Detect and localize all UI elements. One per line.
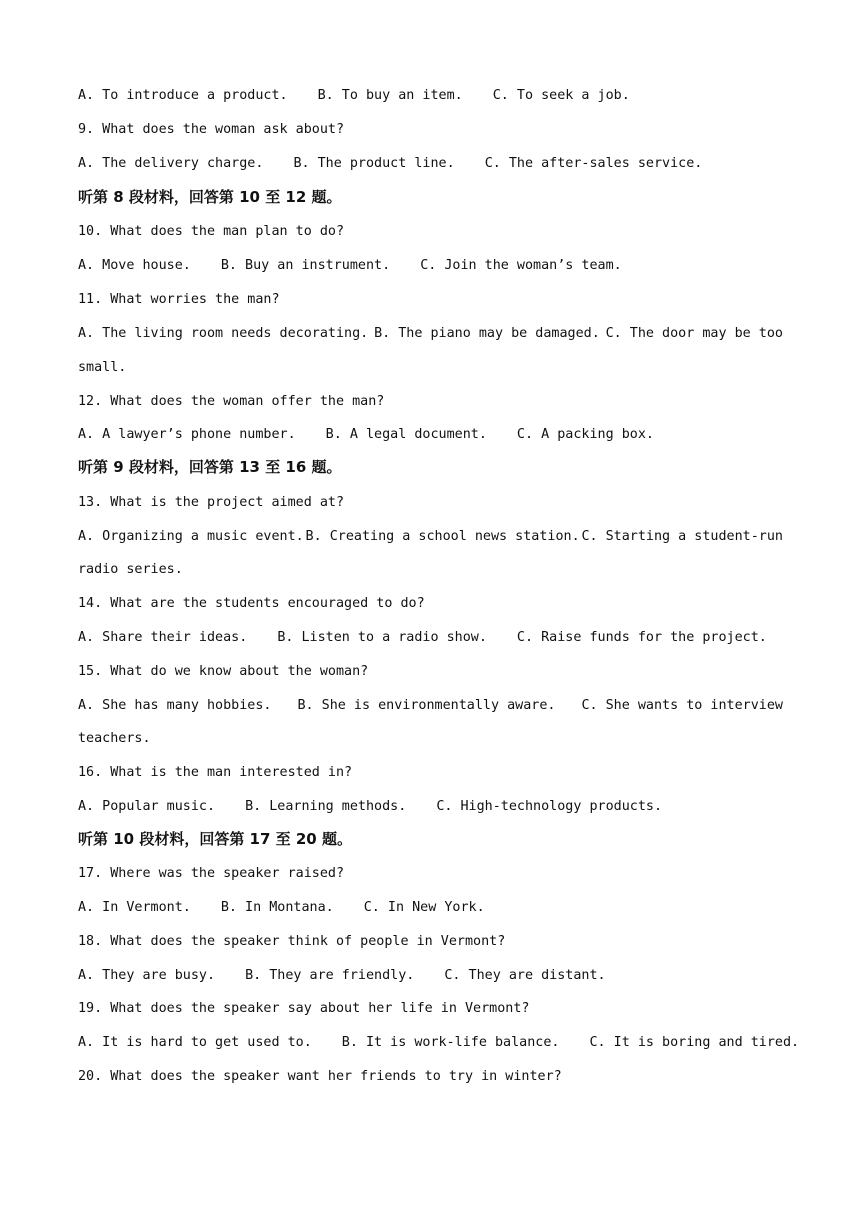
option-b: B. To buy an item.: [317, 88, 463, 103]
question-17: 17. Where was the speaker raised?: [78, 866, 345, 881]
option-a: A. To introduce a product.: [78, 88, 288, 103]
q12-options: [78, 425, 783, 445]
question-11: 11. What worries the man?: [78, 292, 280, 307]
q11-option-c-continued: small.: [78, 360, 127, 375]
q8-options: [78, 86, 783, 106]
option-a: A. The delivery charge.: [78, 156, 264, 171]
option-a: A. It is hard to get used to.: [78, 1035, 312, 1050]
option-b: B. Listen to a radio show.: [277, 630, 487, 645]
question-18: 18. What does the speaker think of people in Vermont?: [78, 934, 506, 949]
option-c: C. The after-sales service.: [484, 156, 703, 171]
option-a: A. Popular music.: [78, 799, 216, 814]
section-heading-8: 听第 8 段材料，回答第 10 至 12 题。: [78, 188, 342, 206]
q17-options: [78, 898, 783, 918]
question-15: 15. What do we know about the woman?: [78, 664, 369, 679]
q11-options: [78, 324, 783, 344]
option-b: B. A legal document.: [325, 427, 487, 442]
question-16: 16. What is the man interested in?: [78, 765, 353, 780]
option-c: C. Starting a student-run: [581, 529, 783, 544]
section-heading-10: 听第 10 段材料，回答第 17 至 20 题。: [78, 830, 352, 848]
option-b: B. Buy an instrument.: [220, 258, 391, 273]
question-9: 9. What does the woman ask about?: [78, 122, 345, 137]
option-c: C. A packing box.: [516, 427, 654, 442]
q18-options: [78, 966, 783, 986]
q13-options: [78, 527, 783, 547]
question-20: 20. What does the speaker want her friends to try in winter?: [78, 1069, 562, 1084]
question-10: 10. What does the man plan to do?: [78, 224, 345, 239]
q19-options: [78, 1033, 800, 1053]
option-b: B. The piano may be damaged.: [374, 326, 600, 341]
option-b: B. Learning methods.: [245, 799, 407, 814]
option-b: B. She is environmentally aware.: [297, 698, 556, 713]
q14-options: [78, 628, 783, 648]
option-a: A. She has many hobbies.: [78, 698, 272, 713]
option-b: B. The product line.: [293, 156, 455, 171]
option-c: C. In New York.: [363, 900, 485, 915]
option-a: A. Share their ideas.: [78, 630, 248, 645]
option-c: C. High-technology products.: [436, 799, 663, 814]
option-c: C. To seek a job.: [492, 88, 630, 103]
question-13: 13. What is the project aimed at?: [78, 495, 345, 510]
option-a: A. Organizing a music event.: [78, 529, 304, 544]
option-a: A. They are busy.: [78, 968, 216, 983]
option-c: C. The door may be too: [605, 326, 783, 341]
option-c: C. They are distant.: [444, 968, 606, 983]
option-c: C. She wants to interview: [581, 698, 783, 713]
option-b: B. They are friendly.: [245, 968, 415, 983]
q16-options: [78, 797, 783, 817]
option-b: B. It is work-life balance.: [341, 1035, 560, 1050]
q13-option-c-continued: radio series.: [78, 562, 183, 577]
question-14: 14. What are the students encouraged to do?: [78, 596, 425, 611]
option-c: C. Raise funds for the project.: [516, 630, 767, 645]
q15-options: [78, 696, 783, 716]
q10-options: [78, 256, 783, 276]
option-a: A. The living room needs decorating.: [78, 326, 369, 341]
option-a: A. Move house.: [78, 258, 191, 273]
section-heading-9: 听第 9 段材料，回答第 13 至 16 题。: [78, 458, 342, 476]
question-19: 19. What does the speaker say about her life in Vermont?: [78, 1001, 530, 1016]
option-c: C. Join the woman’s team.: [420, 258, 622, 273]
q9-options: [78, 154, 783, 174]
option-b: B. In Montana.: [220, 900, 334, 915]
option-c: C. It is boring and tired.: [589, 1035, 800, 1050]
question-12: 12. What does the woman offer the man?: [78, 394, 385, 409]
q15-option-c-continued: teachers.: [78, 731, 151, 746]
option-a: A. In Vermont.: [78, 900, 191, 915]
option-a: A. A lawyer’s phone number.: [78, 427, 296, 442]
option-b: B. Creating a school news station.: [305, 529, 580, 544]
